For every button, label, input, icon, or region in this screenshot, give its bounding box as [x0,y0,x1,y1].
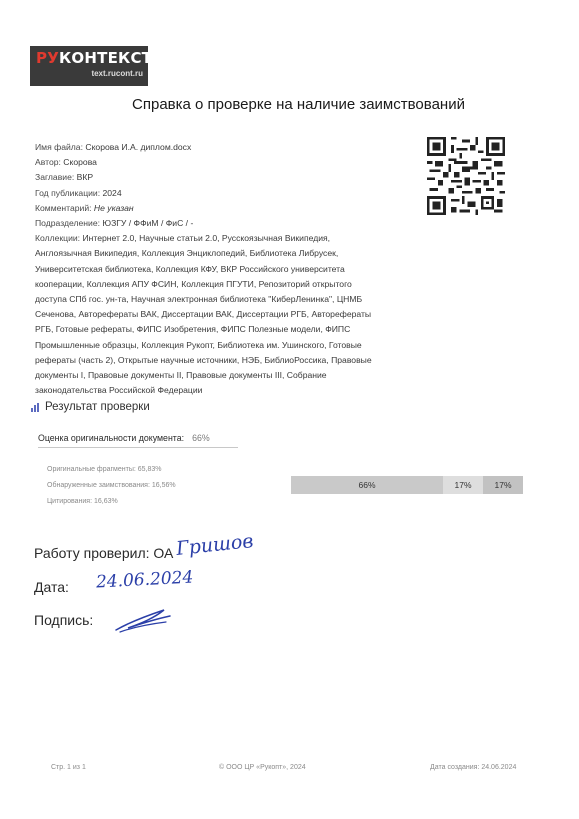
checker-handwriting: Гришов [175,530,255,560]
checked-by [34,545,173,561]
date-handwriting: 24.06.2024 [95,567,194,593]
stat-borrowed: Обнаруженные заимствования: 16,56% [47,482,176,489]
meta-author: Автор: Скорова [35,157,97,168]
meta-title: Заглавие: ВКР [35,172,94,183]
meta-division: Подразделение: ЮЗГУ / ФФиМ / ФиС / - [35,218,194,229]
divider [38,447,238,448]
checked-by-label: Работу проверил: [34,545,150,561]
document-meta [35,140,385,398]
date-label: Дата: [34,579,69,595]
originality-value: 66% [192,433,210,443]
logo-site: text.rucont.ru [91,69,143,78]
checked-by-value: ОА [153,545,174,561]
logo-brand: РУКОНТЕКСТ [36,49,153,67]
page-title: Справка о проверке на наличие заимствований [132,96,465,113]
footer-page: Стр. 1 из 1 [51,764,86,771]
results-heading-text: Результат проверки [45,401,150,413]
results-heading [31,401,150,413]
bar-chart-icon [31,403,40,412]
originality-bar [291,476,523,494]
meta-comment: Комментарий: Не указан [35,202,134,213]
footer-created: Дата создания: 24.06.2024 [430,764,517,771]
stat-original: Оригинальные фрагменты: 65,83% [47,466,162,473]
meta-year: Год публикации: 2024 [35,187,122,198]
stat-cited: Цитирования: 16,63% [47,498,118,505]
handwritten-signature [112,604,174,634]
signature-label: Подпись: [34,612,94,628]
originality-label: Оценка оригинальности документа: [38,433,185,443]
bar-segment-borrowed: 17% [443,476,483,494]
originality-score [38,433,210,443]
rukontekst-logo [30,46,153,86]
footer-copyright: © ООО ЦР «Рукопт», 2024 [219,764,306,771]
meta-collections: Коллекции: Интернет 2.0, Научные статьи 2.0, Русскоязычная Википедия, Англоязычная Википедия, Коллекция Энциклопедий, Библиотека Либрусек, Университетская библиотека, Коллекция КФУ, ВКР Российского университета кооперации, Коллекция АПУ ФСИН, Коллекция ПГУТИ, Репозиторий открытого доступа СПб гос. ун-та, Научная электронная библиотека "КиберЛенинка", ЦНМБ Сеченова, Авторефераты ВАК, Диссертации ВАК, Диссертации РГБ, Авторефераты РГБ, Готовые рефераты, ФИПС Изобретения, ФИПС Полезные модели, ФИПС Промышленные образцы, Коллекция Рукопт, Библиотека им. Ушинского, Готовые рефераты (часть 2), Открытые научные источники, НЭБ, БиблиоРоссика, Правовые документы I, Правовые документы II, Правовые документы III, Собрание законодательства Российской Федерации [35,233,372,396]
result-stats [47,462,176,510]
qr-code [427,137,505,215]
bar-segment-original: 66% [291,476,443,494]
bar-segment-cited: 17% [483,476,523,494]
meta-file: Имя файла: Скорова И.А. диплом.docx [35,142,192,152]
